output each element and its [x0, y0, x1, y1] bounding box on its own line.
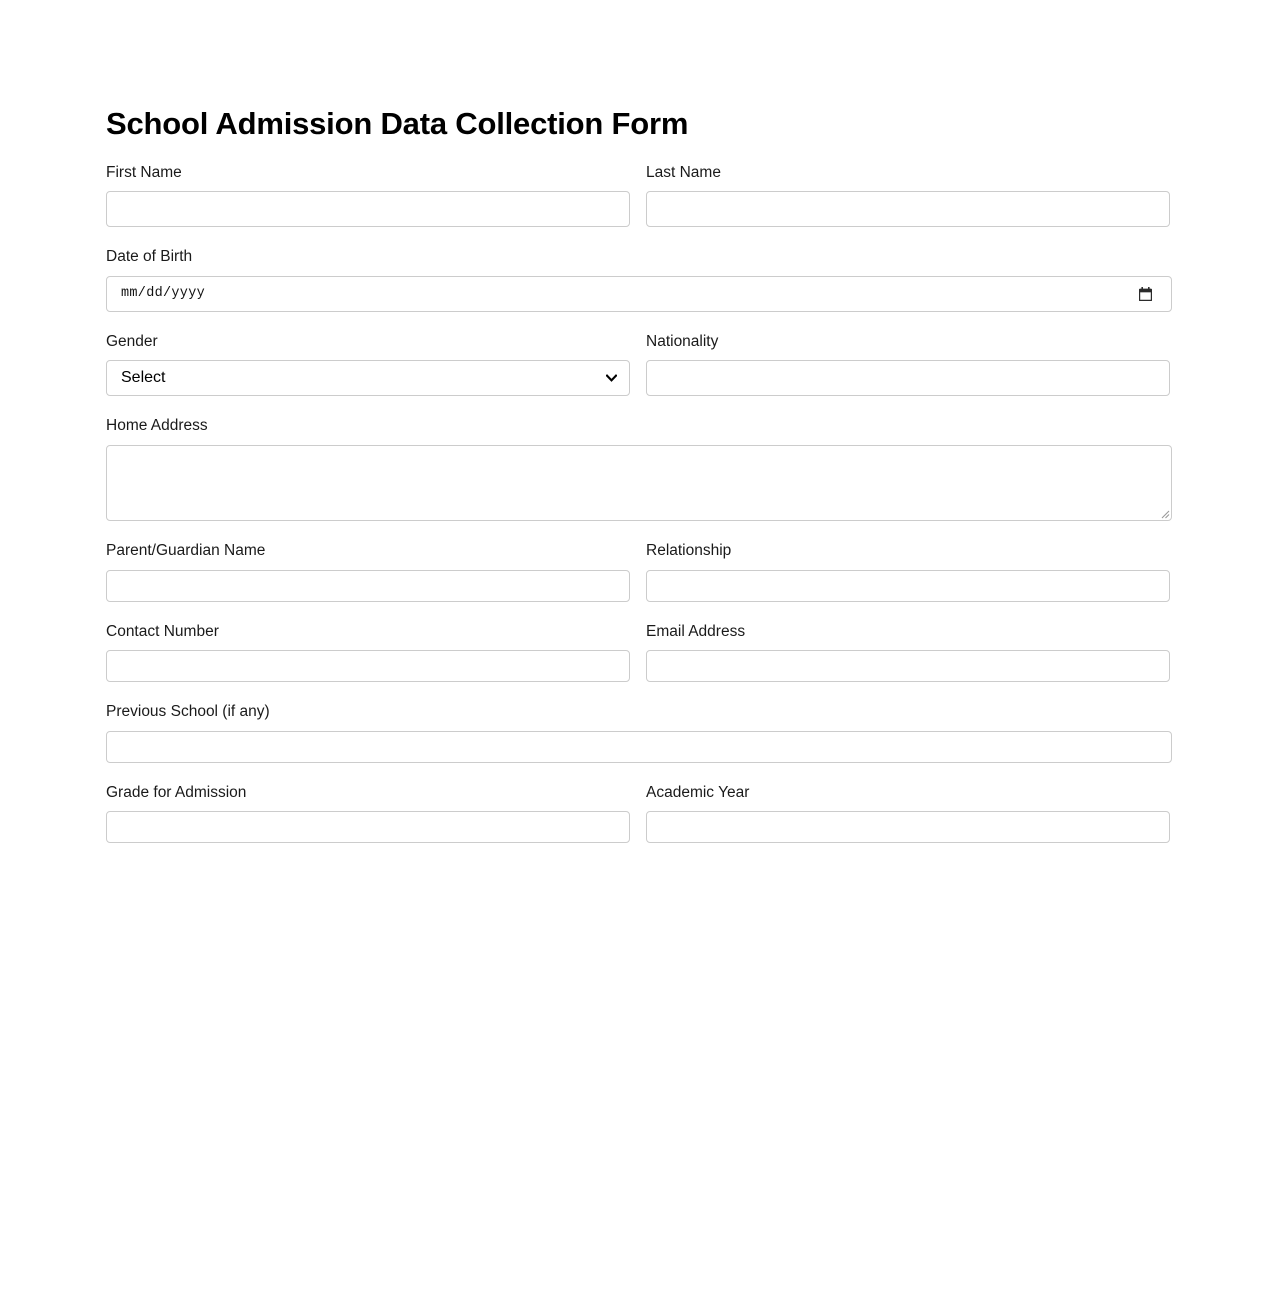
form-row-gender-nationality: [106, 333, 1172, 397]
relationship-input[interactable]: [646, 570, 1170, 602]
form-row-contact: [106, 623, 1172, 683]
last-name-label: Last Name: [646, 163, 721, 181]
field-grade-for-admission: [106, 784, 630, 844]
nationality-label: Nationality: [646, 332, 719, 350]
field-previous-school: [106, 703, 1172, 763]
calendar-icon[interactable]: [1139, 287, 1152, 301]
field-email-address: [646, 623, 1170, 683]
form-row-grade-year: [106, 784, 1172, 844]
contact-number-label: Contact Number: [106, 622, 219, 640]
field-contact-number: [106, 623, 630, 683]
date-placeholder-text: mm/dd/yyyy: [121, 286, 206, 302]
gender-select-wrapper: [106, 360, 630, 396]
gender-label: Gender: [106, 332, 158, 350]
form-row-guardian: [106, 542, 1172, 602]
field-nationality: [646, 333, 1170, 397]
home-address-textarea[interactable]: [106, 445, 1172, 521]
date-of-birth-input[interactable]: [106, 276, 1172, 312]
admission-form: [106, 164, 1172, 844]
field-first-name: [106, 164, 630, 228]
form-row-previous-school: [106, 703, 1172, 763]
date-of-birth-label: Date of Birth: [106, 248, 193, 266]
home-address-label: Home Address: [106, 417, 208, 435]
first-name-input[interactable]: [106, 191, 630, 227]
grade-for-admission-input[interactable]: [106, 811, 630, 843]
nationality-input[interactable]: [646, 360, 1170, 396]
email-address-input[interactable]: [646, 650, 1170, 682]
grade-for-admission-label: Grade for Admission: [106, 783, 247, 801]
academic-year-label: Academic Year: [646, 783, 750, 801]
field-academic-year: [646, 784, 1170, 844]
parent-guardian-name-input[interactable]: [106, 570, 630, 602]
gender-selected-value: Select: [121, 369, 166, 387]
page-title: School Admission Data Collection Form: [106, 106, 689, 141]
date-of-birth-wrapper: [106, 276, 1172, 312]
field-parent-guardian-name: [106, 542, 630, 602]
first-name-label: First Name: [106, 163, 182, 181]
home-address-wrapper: [106, 445, 1172, 521]
email-address-label: Email Address: [646, 622, 746, 640]
academic-year-input[interactable]: [646, 811, 1170, 843]
form-row-home-address: [106, 417, 1172, 521]
field-home-address: [106, 417, 1172, 521]
field-last-name: [646, 164, 1170, 228]
contact-number-input[interactable]: [106, 650, 630, 682]
previous-school-label: Previous School (if any): [106, 703, 270, 721]
parent-guardian-name-label: Parent/Guardian Name: [106, 542, 266, 560]
last-name-input[interactable]: [646, 191, 1170, 227]
field-date-of-birth: [106, 248, 1172, 312]
field-gender: [106, 333, 630, 397]
form-row-name: [106, 164, 1172, 228]
field-relationship: [646, 542, 1170, 602]
previous-school-input[interactable]: [106, 731, 1172, 763]
gender-select[interactable]: [106, 360, 630, 396]
relationship-label: Relationship: [646, 542, 732, 560]
form-row-dob: [106, 248, 1172, 312]
